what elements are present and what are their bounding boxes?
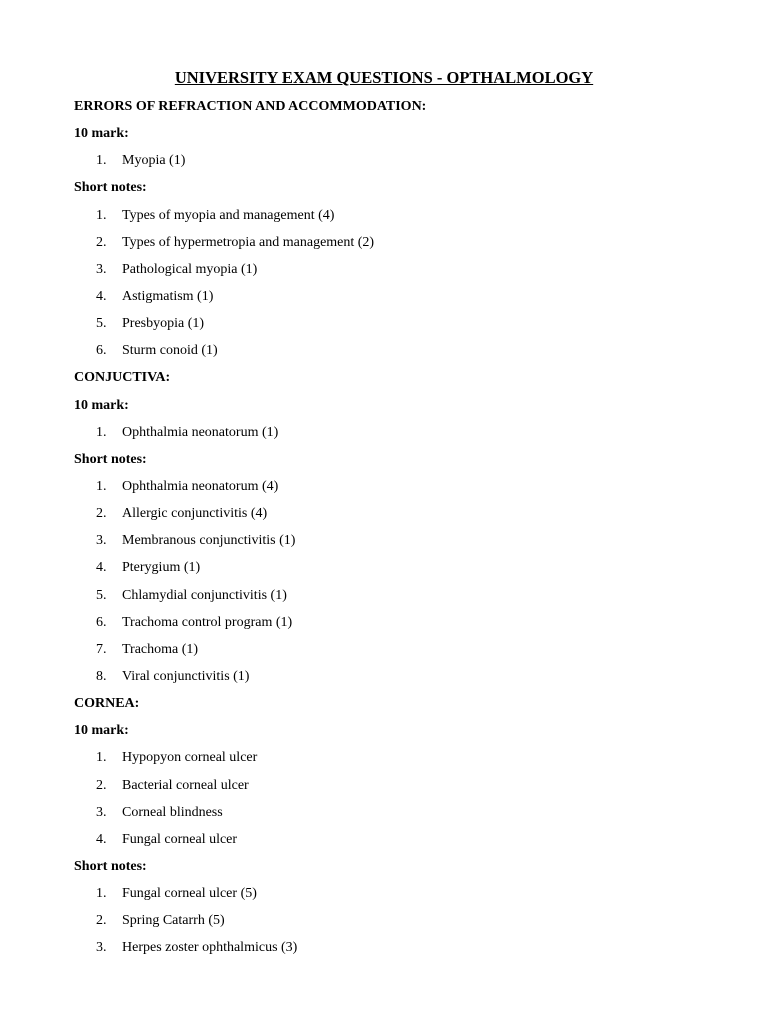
list-item-text: Pterygium (1) — [122, 560, 201, 576]
list-item-number: 4. — [96, 831, 107, 847]
list-item-number: 1. — [96, 207, 107, 223]
list-item-number: 2. — [96, 506, 107, 522]
group-label: 10 mark: — [74, 723, 129, 739]
list-item-text: Chlamydial conjunctivitis (1) — [122, 587, 287, 603]
document-title: UNIVERSITY EXAM QUESTIONS - OPTHALMOLOGY — [174, 68, 594, 87]
list-item — [74, 314, 714, 341]
list-item-text: Types of myopia and management (4) — [122, 207, 335, 223]
list-item-text: Types of hypermetropia and management (2) — [122, 234, 375, 250]
list-item-text: Ophthalmia neonatorum (4) — [122, 478, 279, 494]
list-item-number: 1. — [96, 478, 107, 494]
list-item — [74, 586, 714, 613]
list-item-text: Myopia (1) — [122, 153, 186, 169]
list-item-text: Herpes zoster ophthalmicus (3) — [122, 940, 298, 956]
list-item-text: Hypopyon corneal ulcer — [122, 750, 258, 766]
list-item-text: Membranous conjunctivitis (1) — [122, 533, 296, 549]
group-label: Short notes: — [74, 858, 147, 874]
list-item — [74, 151, 714, 178]
list-item-number: 2. — [96, 234, 107, 250]
list-item — [74, 531, 714, 558]
list-item-number: 4. — [96, 288, 107, 304]
list-item-text: Allergic conjunctivitis (4) — [122, 506, 268, 522]
list-item-number: 3. — [96, 533, 107, 549]
group-label: Short notes: — [74, 451, 147, 467]
list-item — [74, 911, 714, 938]
list-item-text: Corneal blindness — [122, 804, 223, 820]
section-heading: CORNEA: — [74, 696, 140, 712]
list-item — [74, 287, 714, 314]
list-item — [74, 477, 714, 504]
section-heading: ERRORS OF REFRACTION AND ACCOMMODATION: — [74, 99, 427, 114]
list-item-number: 3. — [96, 804, 107, 820]
list-item-text: Trachoma control program (1) — [122, 614, 293, 630]
list-item-number: 8. — [96, 668, 107, 684]
list-item-number: 1. — [96, 153, 107, 169]
list-item — [74, 830, 714, 857]
list-item-text: Ophthalmia neonatorum (1) — [122, 424, 279, 440]
list-item — [74, 558, 714, 585]
list-item-number: 6. — [96, 343, 107, 359]
list-item-text: Fungal corneal ulcer — [122, 831, 238, 847]
list-item — [74, 776, 714, 803]
list-item-text: Pathological myopia (1) — [122, 261, 258, 277]
list-item-text: Bacterial corneal ulcer — [122, 777, 249, 793]
list-item-text: Sturm conoid (1) — [122, 343, 218, 359]
list-item — [74, 748, 714, 775]
section-heading: CONJUCTIVA: — [74, 370, 171, 386]
list-item — [74, 341, 714, 368]
list-item-number: 3. — [96, 261, 107, 277]
list-item-number: 5. — [96, 316, 107, 332]
list-item — [74, 423, 714, 450]
list-item-number: 1. — [96, 750, 107, 766]
list-item — [74, 613, 714, 640]
list-item-text: Presbyopia (1) — [122, 316, 205, 332]
list-item — [74, 667, 714, 694]
list-item-text: Viral conjunctivitis (1) — [122, 668, 250, 684]
list-item-number: 6. — [96, 614, 107, 630]
group-label: 10 mark: — [74, 126, 129, 142]
list-item — [74, 884, 714, 911]
group-label: 10 mark: — [74, 397, 129, 413]
list-item-text: Astigmatism (1) — [122, 288, 214, 304]
list-item — [74, 260, 714, 287]
list-item-number: 1. — [96, 886, 107, 902]
list-item — [74, 504, 714, 531]
list-item — [74, 938, 714, 965]
list-item-number: 1. — [96, 424, 107, 440]
list-item-text: Spring Catarrh (5) — [122, 913, 225, 929]
list-item-number: 3. — [96, 940, 107, 956]
list-item-number: 2. — [96, 913, 107, 929]
list-item-number: 5. — [96, 587, 107, 603]
list-item-number: 4. — [96, 560, 107, 576]
list-item — [74, 206, 714, 233]
list-item — [74, 803, 714, 830]
list-item-number: 7. — [96, 641, 107, 657]
list-item-text: Fungal corneal ulcer (5) — [122, 886, 257, 902]
document-content — [74, 97, 714, 966]
group-label: Short notes: — [74, 180, 147, 196]
list-item-number: 2. — [96, 777, 107, 793]
list-item-text: Trachoma (1) — [122, 641, 199, 657]
list-item — [74, 640, 714, 667]
list-item — [74, 233, 714, 260]
